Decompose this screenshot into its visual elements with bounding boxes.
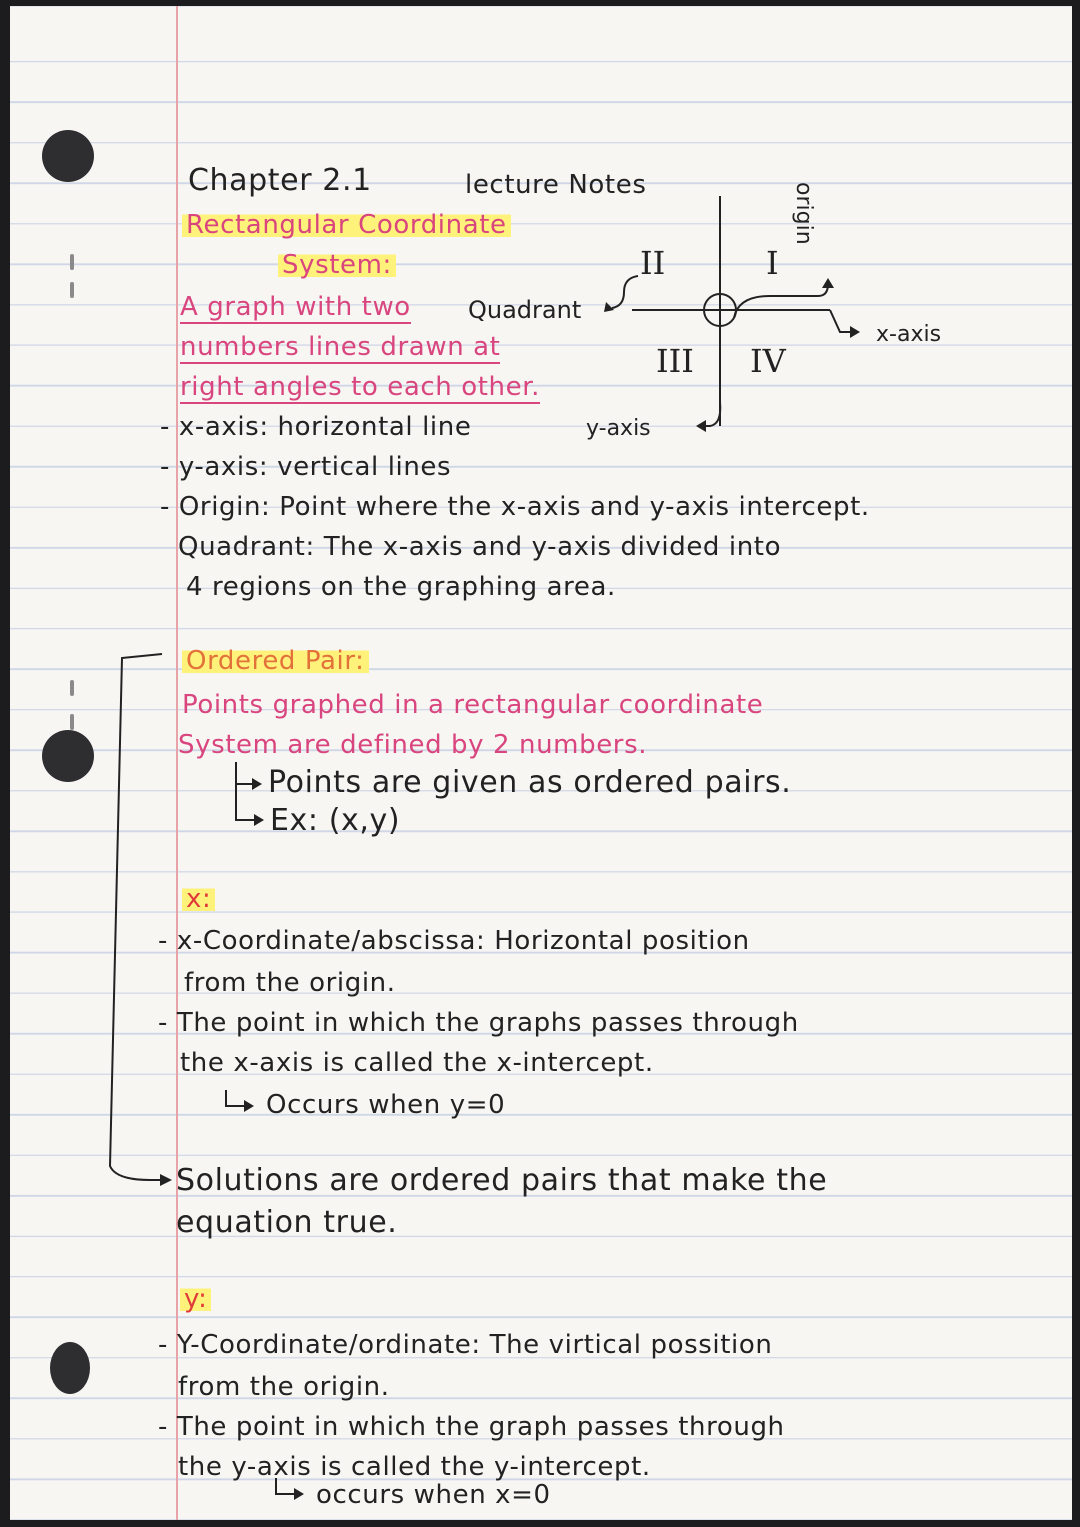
- arrowhead: [696, 420, 706, 432]
- notebook-page: [10, 6, 1072, 1520]
- y-line-text: The point in which the graph passes through: [176, 1412, 785, 1442]
- x-line: - x-Coordinate/abscissa: Horizontal position: [158, 926, 750, 956]
- x-heading-text: x:: [182, 884, 215, 914]
- y-axis-callout: y-axis: [586, 416, 651, 441]
- definition-text: numbers lines drawn at: [180, 332, 501, 362]
- x-occurs: Occurs when y=0: [266, 1090, 506, 1120]
- arrowhead: [294, 1488, 304, 1500]
- section-heading-text: Rectangular Coordinate: [182, 210, 511, 240]
- quadrant-label-iv: IV: [750, 342, 786, 380]
- x-line: the x-axis is called the x-intercept.: [180, 1048, 654, 1078]
- x-line: from the origin.: [184, 968, 396, 998]
- quadrant-label-iii: III: [656, 342, 694, 380]
- quadrant-arrow: [612, 276, 638, 308]
- arrowhead: [850, 326, 860, 338]
- ordered-pair-definition: System are defined by 2 numbers.: [178, 730, 648, 760]
- bullet-item: - y-axis: vertical lines: [160, 452, 452, 482]
- x-line-text: The point in which the graphs passes through: [176, 1008, 799, 1038]
- quadrant-definition: Quadrant: The x-axis and y-axis divided into: [178, 532, 782, 562]
- definition-text: right angles to each other.: [180, 372, 540, 402]
- occurs-arrow-y: [10, 6, 330, 1516]
- origin-callout: origin: [791, 182, 816, 245]
- arrow: [276, 1478, 296, 1494]
- sub-item: Points are given as ordered pairs.: [268, 765, 792, 800]
- x-axis-callout: x-axis: [876, 322, 942, 347]
- section-heading-text-2: System:: [278, 250, 396, 280]
- definition-text: A graph with two: [180, 292, 411, 322]
- y-line: - Y-Coordinate/ordinate: The virtical possition: [158, 1330, 773, 1360]
- y-line: from the origin.: [178, 1372, 390, 1402]
- bullet-text: Origin: Point where the x-axis and y-axis intercept.: [178, 492, 870, 522]
- quadrant-definition: 4 regions on the graphing area.: [186, 572, 616, 602]
- page-subtitle: lecture Notes: [465, 170, 647, 200]
- quadrant-label-ii: II: [640, 244, 666, 282]
- y-line-text: Y-Coordinate/ordinate: The virtical possition: [176, 1330, 773, 1360]
- solutions-line: Solutions are ordered pairs that make the: [176, 1163, 828, 1198]
- y-line: - The point in which the graph passes through: [158, 1412, 785, 1442]
- solutions-line: equation true.: [176, 1205, 398, 1240]
- origin-arrow: [734, 284, 828, 318]
- x-line-text: x-Coordinate/abscissa: Horizontal position: [176, 926, 750, 956]
- arrowhead: [822, 278, 834, 288]
- x-line: - The point in which the graphs passes through: [158, 1008, 799, 1038]
- y-line: the y-axis is called the y-intercept.: [178, 1452, 651, 1482]
- ordered-pair-heading-text: Ordered Pair:: [182, 646, 369, 676]
- y-axis-arrow: [704, 402, 720, 426]
- bullet-text: x-axis: horizontal line: [178, 412, 472, 442]
- quadrant-label-i: I: [766, 244, 779, 282]
- sub-item: Ex: (x,y): [270, 803, 401, 838]
- bullet-item: - x-axis: horizontal line: [160, 412, 472, 442]
- bullet-text: y-axis: vertical lines: [178, 452, 452, 482]
- ordered-pair-definition: Points graphed in a rectangular coordinate: [182, 690, 764, 720]
- y-heading-text: y:: [180, 1284, 211, 1314]
- bullet-item: - Origin: Point where the x-axis and y-axis intercept.: [160, 492, 870, 522]
- quadrant-callout: Quadrant: [468, 296, 582, 324]
- x-axis-arrow: [830, 310, 852, 332]
- chapter-title: Chapter 2.1: [188, 163, 372, 198]
- y-occurs: occurs when x=0: [316, 1480, 551, 1510]
